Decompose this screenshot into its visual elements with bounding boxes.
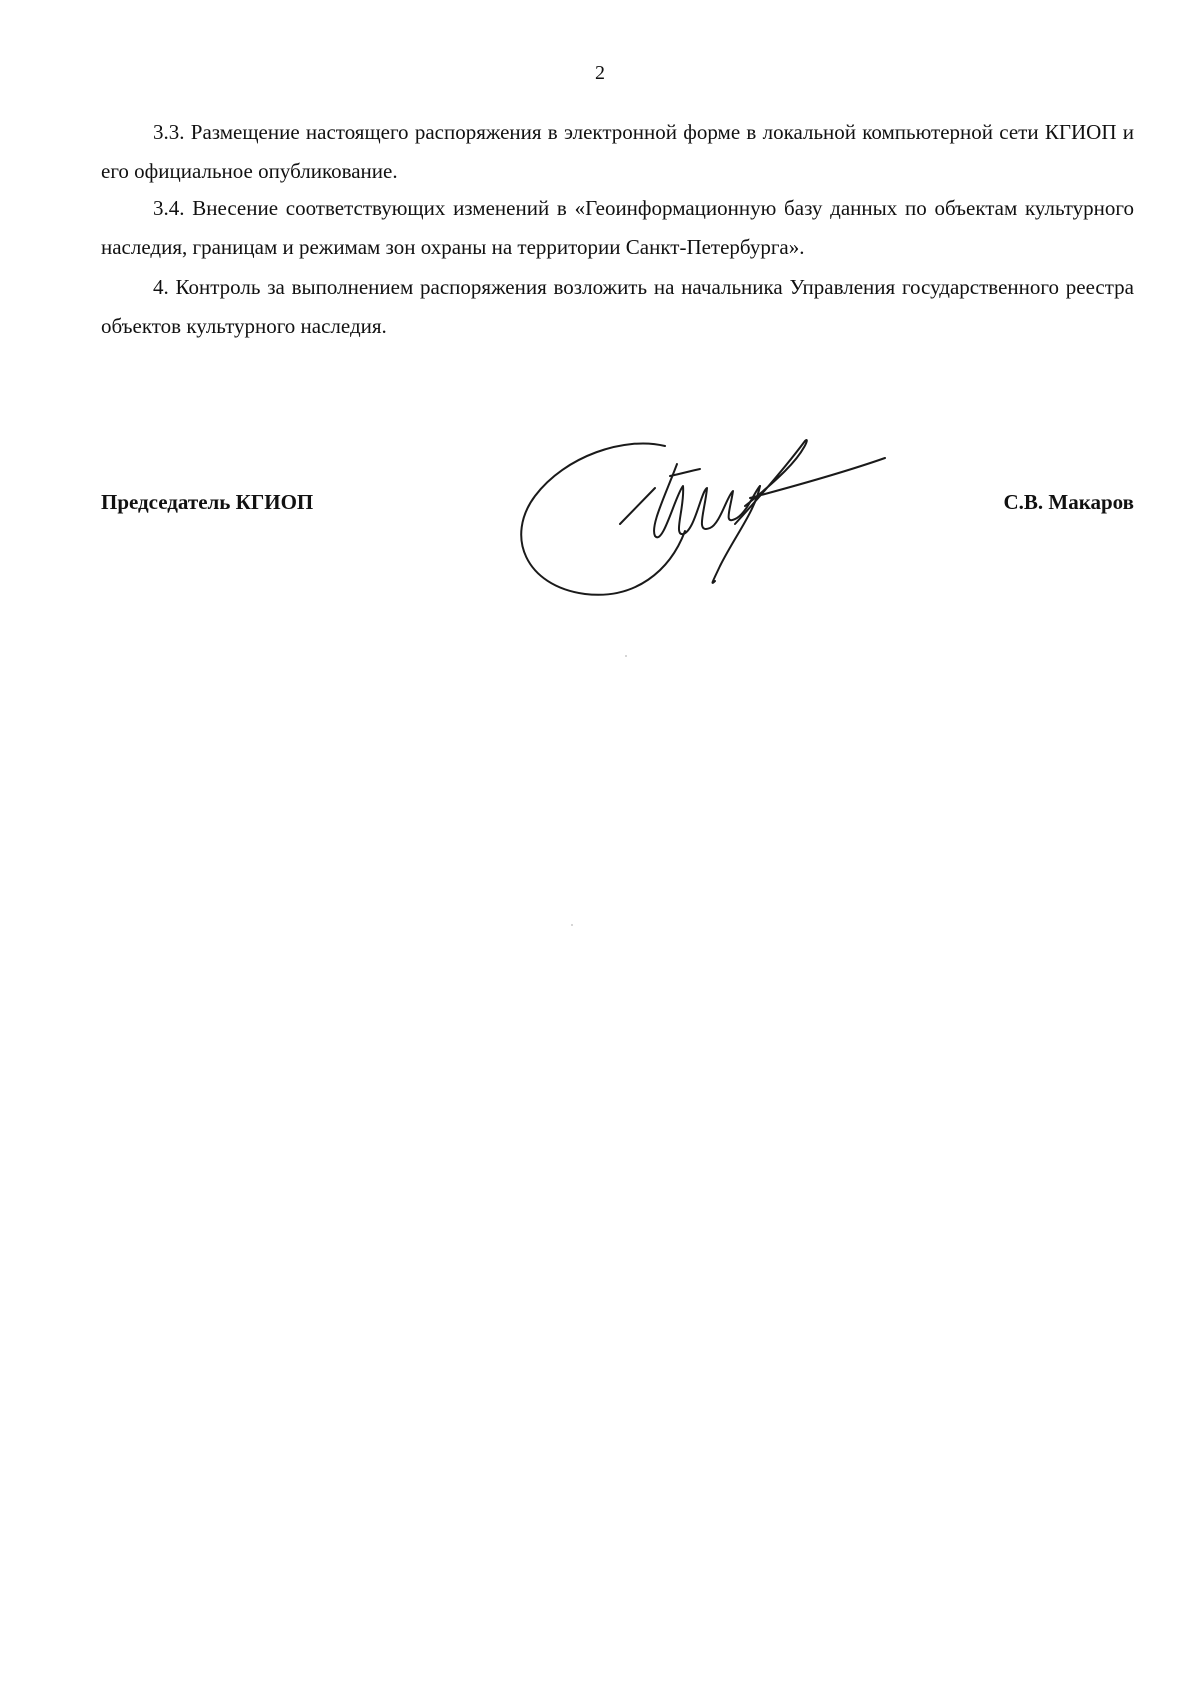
- signer-position: Председатель КГИОП: [101, 490, 314, 514]
- scan-speck: [625, 655, 627, 657]
- paragraph-3-3: 3.3. Размещение настоящего распоряжения в электронной форме в локальной компьютерной сети КГИОП и его официальное опубликование.: [101, 120, 1134, 183]
- document-body: [101, 113, 1134, 344]
- page-number: 2: [595, 62, 605, 84]
- paragraph-3-4: 3.4. Внесение соответствующих изменений в «Геоинформационную базу данных по объектам культурного наследия, границам и режимам зон охраны на территории Санкт-Петербурга».: [101, 196, 1134, 259]
- handwritten-signature: [505, 436, 905, 606]
- signer-name: С.В. Макаров: [1003, 490, 1134, 514]
- paragraph-4: 4. Контроль за выполнением распоряжения возложить на начальника Управления государственного реестра объектов культурного наследия.: [101, 275, 1134, 338]
- signature-strokes: [505, 436, 905, 606]
- scan-speck: [571, 924, 573, 926]
